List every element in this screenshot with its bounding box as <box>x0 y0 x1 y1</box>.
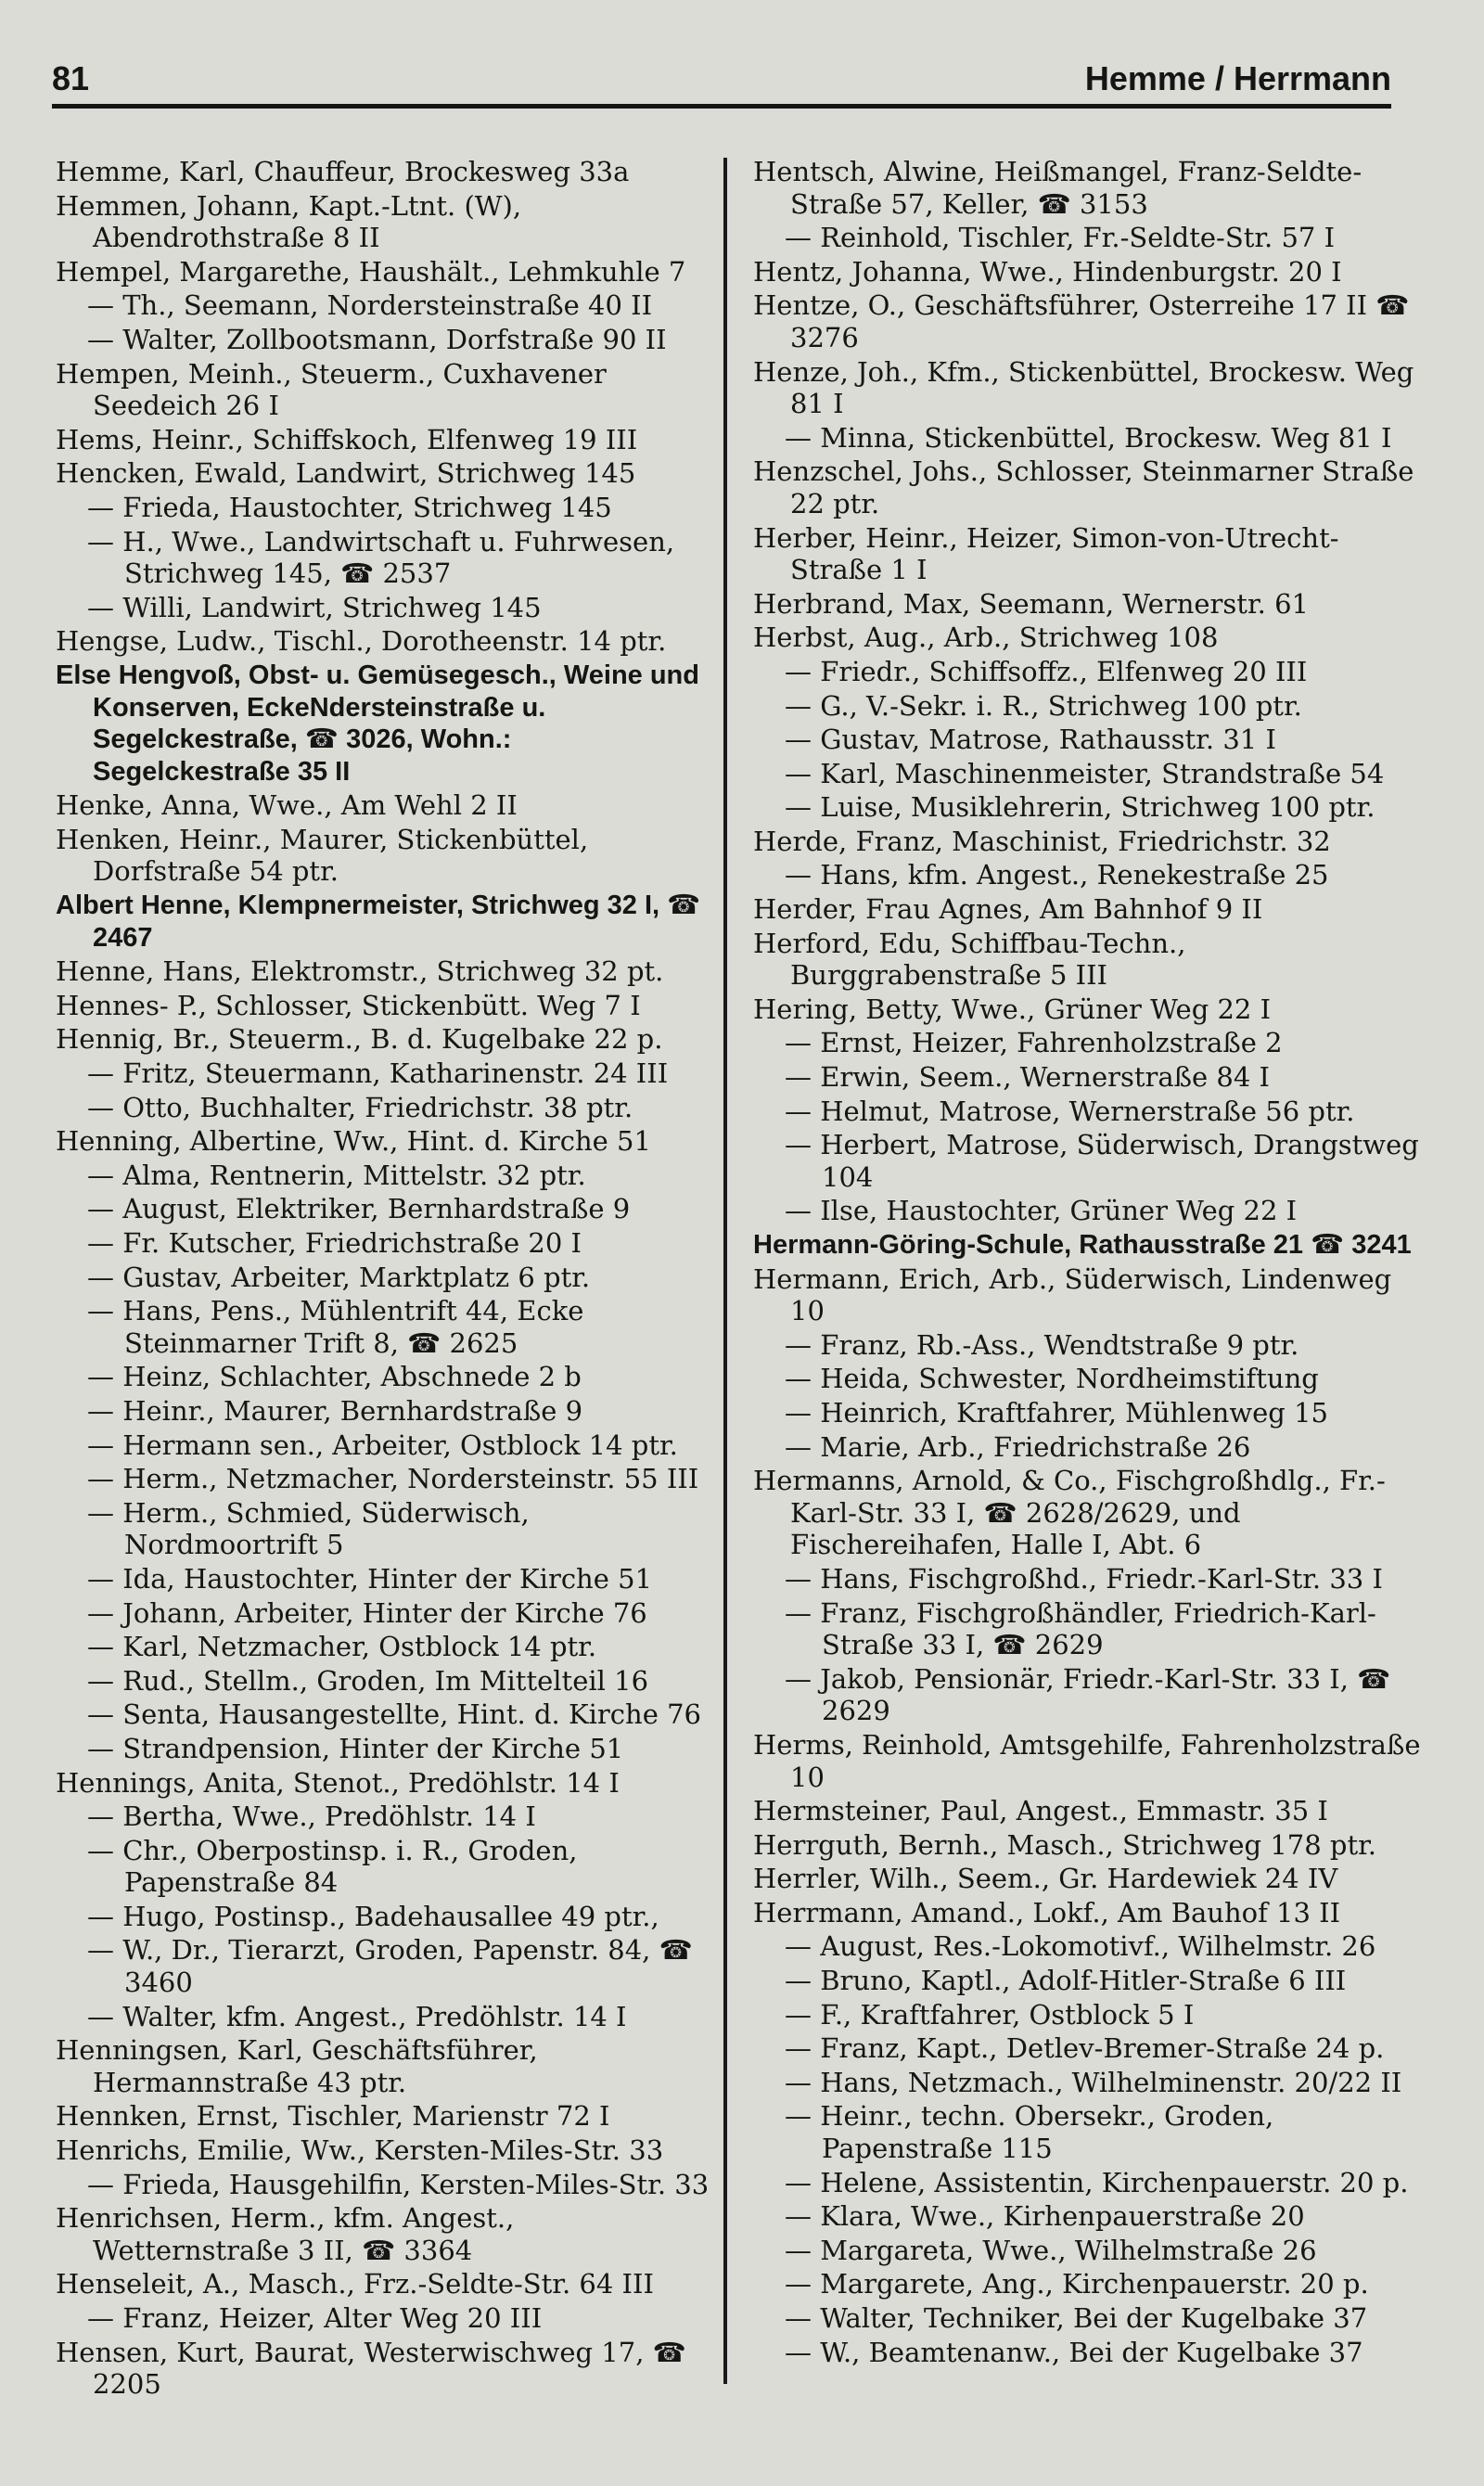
directory-entry: — W., Dr., Tierarzt, Groden, Papenstr. 84, ☎ 3460 <box>87 1934 693 1999</box>
directory-entry: — Jakob, Pensionär, Friedr.-Karl-Str. 33 I, ☎ 2629 <box>785 1662 1391 1727</box>
directory-entry: — Hans, Pens., Mühlentrift 44, Ecke Steinmarner Trift 8, ☎ 2625 <box>87 1295 584 1359</box>
directory-entry: Hems, Heinr., Schiffskoch, Elfenweg 19 III <box>56 423 638 455</box>
directory-entry: — Herm., Schmied, Süderwisch, Nordmoortrift 5 <box>87 1496 530 1561</box>
directory-entry: — Gustav, Matrose, Rathausstr. 31 I <box>785 724 1276 756</box>
running-head: Hemme / Herrmann <box>1084 59 1391 97</box>
directory-entry: — Walter, Zollbootsmann, Dorfstraße 90 II <box>87 323 667 355</box>
directory-entry: — Franz, Kapt., Detlev-Bremer-Straße 24 p. <box>785 2032 1385 2065</box>
directory-entry: Henzschel, Johs., Schlosser, Steinmarner Straße 22 ptr. <box>753 455 1414 519</box>
directory-entry: Henne, Hans, Elektromstr., Strichweg 32 pt. <box>56 955 664 988</box>
directory-entry: Henning, Albertine, Ww., Hint. d. Kirche 51 <box>56 1125 651 1158</box>
directory-entry: Herms, Reinhold, Amtsgehilfe, Fahrenholzstraße 10 <box>753 1728 1421 1793</box>
directory-entry: — Johann, Arbeiter, Hinter der Kirche 76 <box>87 1596 647 1629</box>
directory-entry: — Walter, kfm. Angest., Predöhlstr. 14 I <box>87 2000 627 2032</box>
directory-entry: Henken, Heinr., Maurer, Stickenbüttel, Dorfstraße 54 ptr. <box>56 823 589 888</box>
directory-entry: — Otto, Buchhalter, Friedrichstr. 38 ptr. <box>87 1091 633 1123</box>
directory-entry: — Strandpension, Hinter der Kirche 51 <box>87 1732 624 1764</box>
directory-entry: — Heida, Schwester, Nordheimstiftung <box>785 1363 1319 1395</box>
left-column <box>56 156 710 2403</box>
directory-entry: — Heinz, Schlachter, Abschnede 2 b <box>87 1361 582 1393</box>
directory-entry: — Walter, Techniker, Bei der Kugelbake 37 <box>785 2302 1368 2334</box>
directory-entry: — Franz, Rb.-Ass., Wendtstraße 9 ptr. <box>785 1328 1299 1361</box>
directory-entry: — Bertha, Wwe., Predöhlstr. 14 I <box>87 1800 536 1833</box>
directory-entry: — Minna, Stickenbüttel, Brockesw. Weg 81 I <box>785 421 1392 454</box>
directory-entry: — August, Elektriker, Bernhardstraße 9 <box>87 1193 631 1225</box>
right-column <box>753 156 1430 2370</box>
directory-entry: — Th., Seemann, Norderstеinstraße 40 II <box>87 289 653 322</box>
column-divider <box>723 158 727 2384</box>
directory-entry: — Chr., Oberpostinsp. i. R., Groden, Papenstraße 84 <box>87 1834 578 1899</box>
directory-entry: — H., Wwe., Landwirtschaft u. Fuhrwesen, Strichweg 145, ☎ 2537 <box>87 525 675 590</box>
directory-entry: Hentz, Johanna, Wwe., Hindenburgstr. 20 I <box>753 255 1342 288</box>
directory-entry: Hermsteiner, Paul, Angest., Emmastr. 35 I <box>753 1795 1328 1827</box>
directory-entry: — Franz, Heizer, Alter Weg 20 III <box>87 2302 543 2334</box>
directory-entry: — Willi, Landwirt, Strichweg 145 <box>87 591 542 623</box>
directory-entry: Henningsen, Karl, Geschäftsführer, Hermannstraße 43 ptr. <box>56 2034 538 2098</box>
directory-entry: — Hermann sen., Arbeiter, Ostblock 14 ptr. <box>87 1429 678 1461</box>
directory-entry: Hermann-Göring-Schule, Rathausstraße 21 ☎ 3241 <box>753 1230 1412 1260</box>
directory-entry: Henseleit, A., Masch., Frz.-Seldte-Str. 64 III <box>56 2268 654 2300</box>
directory-entry: — Heinr., Maurer, Bernhardstraße 9 <box>87 1394 583 1427</box>
directory-entry: Hempel, Margarethe, Haushält., Lehmkuhle 7 <box>56 255 686 288</box>
directory-entry: Albert Henne, Klempnermeister, Strichweg 32 I, ☎ 2467 <box>56 891 701 953</box>
directory-entry: Herbrand, Max, Seemann, Wernerstr. 61 <box>753 587 1309 620</box>
directory-entry: — Frieda, Hausgehilfin, Kersten-Miles-Str. 33 <box>87 2168 710 2200</box>
directory-entry: — Heinrich, Kraftfahrer, Mühlenweg 15 <box>785 1396 1328 1429</box>
directory-entry: — Margarete, Ang., Kirchenpauerstr. 20 p. <box>785 2268 1369 2300</box>
page-number: 81 <box>52 59 90 97</box>
directory-entry: — Klara, Wwe., Kirhenpauerstraße 20 <box>785 2200 1305 2233</box>
directory-entry: Hennings, Anita, Stenot., Predöhlstr. 14 I <box>56 1766 620 1799</box>
directory-entry: Herder, Frau Agnes, Am Bahnhof 9 II <box>753 893 1263 926</box>
directory-entry: — Herm., Netzmacher, Norderstеinstr. 55 III <box>87 1463 699 1495</box>
directory-entry: — Karl, Netzmacher, Ostblock 14 ptr. <box>87 1631 597 1663</box>
directory-entry: — G., V.-Sekr. i. R., Strichweg 100 ptr. <box>785 689 1302 722</box>
directory-entry: Hemme, Karl, Chauffeur, Brockesweg 33a <box>56 156 630 187</box>
directory-entry: Hempen, Meinh., Steuerm., Cuxhavener Seedeich 26 I <box>56 357 607 422</box>
directory-entry: — Reinhold, Tischler, Fr.-Seldte-Str. 57 I <box>785 222 1336 254</box>
directory-entry: Hering, Betty, Wwe., Grüner Weg 22 I <box>753 993 1272 1025</box>
page-header <box>52 54 1391 100</box>
directory-entry: — Hans, kfm. Angest., Renekestraße 25 <box>785 859 1329 891</box>
directory-entry: Herford, Edu, Schiffbau-Techn., Burggrabenstraße 5 III <box>753 927 1186 992</box>
directory-entry: — Friedr., Schiffsoffz., Elfenweg 20 III <box>785 655 1308 687</box>
directory-entry: — Ernst, Heizer, Fahrenholzstraße 2 <box>785 1027 1283 1059</box>
directory-entry: Hennig, Br., Steuerm., B. d. Kugelbake 22 p. <box>56 1023 663 1056</box>
directory-entry: — Luise, Musiklehrerin, Strichweg 100 ptr. <box>785 791 1375 824</box>
directory-entry: Else Hengvoß, Obst- u. Gemüsegesch., Weine und Konserven, EckeNdersteinstraße u. Segelckestraße, ☎ 3026, Wohn.: Segelckestraße 35 II <box>56 660 699 787</box>
directory-entry: — Erwin, Seem., Wernerstraße 84 I <box>785 1061 1270 1094</box>
directory-entry: Henrichsen, Herm., kfm. Angest., Wetternstraße 3 II, ☎ 3364 <box>56 2202 515 2266</box>
directory-entry: Herrler, Wilh., Seem., Gr. Hardewiek 24 IV <box>753 1863 1338 1895</box>
directory-entry: — Herbert, Matrose, Süderwisch, Drangstweg 104 <box>785 1129 1419 1193</box>
directory-entry: — Alma, Rentnerin, Mittelstr. 32 ptr. <box>87 1159 586 1191</box>
directory-entry: — Gustav, Arbeiter, Marktplatz 6 ptr. <box>87 1261 591 1293</box>
directory-entry: — Ida, Haustochter, Hinter der Kirche 51 <box>87 1562 653 1595</box>
directory-entry: Herber, Heinr., Heizer, Simon-von-Utrecht-Straße 1 I <box>753 521 1339 586</box>
directory-entry: Henke, Anna, Wwe., Am Wehl 2 II <box>56 789 518 822</box>
directory-entry: — Fritz, Steuermann, Katharinenstr. 24 III <box>87 1057 669 1090</box>
directory-entry: — Hugo, Postinsp., Badehausallee 49 ptr., <box>87 1900 659 1932</box>
directory-entry: — F., Kraftfahrer, Ostblock 5 I <box>785 1998 1195 2031</box>
directory-entry: Henrichs, Emilie, Ww., Kersten-Miles-Str. 33 <box>56 2134 664 2167</box>
directory-entry: Hentze, O., Geschäftsführer, Osterreihe 17 II ☎ 3276 <box>753 289 1410 353</box>
directory-entry: Herrguth, Bernh., Masch., Strichweg 178 ptr. <box>753 1828 1376 1861</box>
directory-entry: — Heinr., techn. Obersekr., Groden, Papenstraße 115 <box>785 2100 1274 2165</box>
directory-entry: Hencken, Ewald, Landwirt, Strichweg 145 <box>56 457 636 490</box>
directory-entry: Hentsch, Alwine, Heißmangel, Franz-Seldte-Straße 57, Keller, ☎ 3153 <box>753 156 1362 220</box>
directory-entry: — Hans, Fischgroßhd., Friedr.-Karl-Str. 33 I <box>785 1562 1383 1595</box>
directory-entry: Herrmann, Amand., Lokf., Am Bauhof 13 II <box>753 1896 1341 1929</box>
directory-entry: Herbst, Aug., Arb., Strichweg 108 <box>753 622 1219 654</box>
directory-entry: Herde, Franz, Maschinist, Friedrichstr. 32 <box>753 825 1331 857</box>
directory-entry: — August, Res.-Lokomotivf., Wilhelmstr. 26 <box>785 1930 1376 1963</box>
directory-entry: — Karl, Maschinenmeister, Strandstraße 54 <box>785 757 1385 789</box>
directory-entry: — Hans, Netzmach., Wilhelminenstr. 20/22 II <box>785 2066 1402 2098</box>
directory-entry: Hermanns, Arnold, & Co., Fischgroßhdlg., Fr.-Karl-Str. 33 I, ☎ 2628/2629, und Fischereihafen, Halle I, Abt. 6 <box>753 1465 1386 1561</box>
directory-entry: — Frieda, Haustochter, Strichweg 145 <box>87 491 612 523</box>
directory-entry: — Franz, Fischgroßhändler, Friedrich-Karl-Straße 33 I, ☎ 2629 <box>785 1596 1376 1661</box>
directory-entry: — Rud., Stellm., Groden, Im Mittelteil 16 <box>87 1664 649 1697</box>
directory-entry: Hensen, Kurt, Baurat, Westerwischweg 17, ☎ 2205 <box>56 2336 686 2401</box>
directory-entry: Hermann, Erich, Arb., Süderwisch, Lindenweg 10 <box>753 1262 1392 1327</box>
directory-entry: — Ilse, Haustochter, Grüner Weg 22 I <box>785 1195 1298 1227</box>
directory-entry: Hennken, Ernst, Tischler, Marienstr 72 I <box>56 2100 610 2133</box>
directory-entry: — Fr. Kutscher, Friedrichstraße 20 I <box>87 1227 582 1259</box>
directory-entry: Hengse, Ludw., Tischl., Dorotheenstr. 14 ptr. <box>56 625 667 658</box>
directory-entry: — Margareta, Wwe., Wilhelmstraße 26 <box>785 2234 1317 2266</box>
directory-entry: — Helmut, Matrose, Wernerstraße 56 ptr. <box>785 1095 1355 1127</box>
header-rule <box>52 104 1391 109</box>
directory-entry: — Marie, Arb., Friedrichstraße 26 <box>785 1430 1251 1463</box>
directory-entry: Henze, Joh., Kfm., Stickenbüttel, Brockesw. Weg 81 I <box>753 355 1414 420</box>
directory-entry: — Helene, Assistentin, Kirchenpauerstr. 20 p. <box>785 2166 1409 2198</box>
directory-entry: Hennes- P., Schlosser, Stickenbütt. Weg 7 I <box>56 989 641 1021</box>
directory-entry: — Senta, Hausangestellte, Hint. d. Kirche 76 <box>87 1698 701 1731</box>
directory-entry: — W., Beamtenanw., Bei der Kugelbake 37 <box>785 2336 1363 2368</box>
directory-entry: Hemmen, Johann, Kapt.-Ltnt. (W), Abendrothstraße 8 II <box>56 189 522 254</box>
directory-entry: — Bruno, Kaptl., Adolf-Hitler-Straße 6 III <box>785 1965 1347 1997</box>
